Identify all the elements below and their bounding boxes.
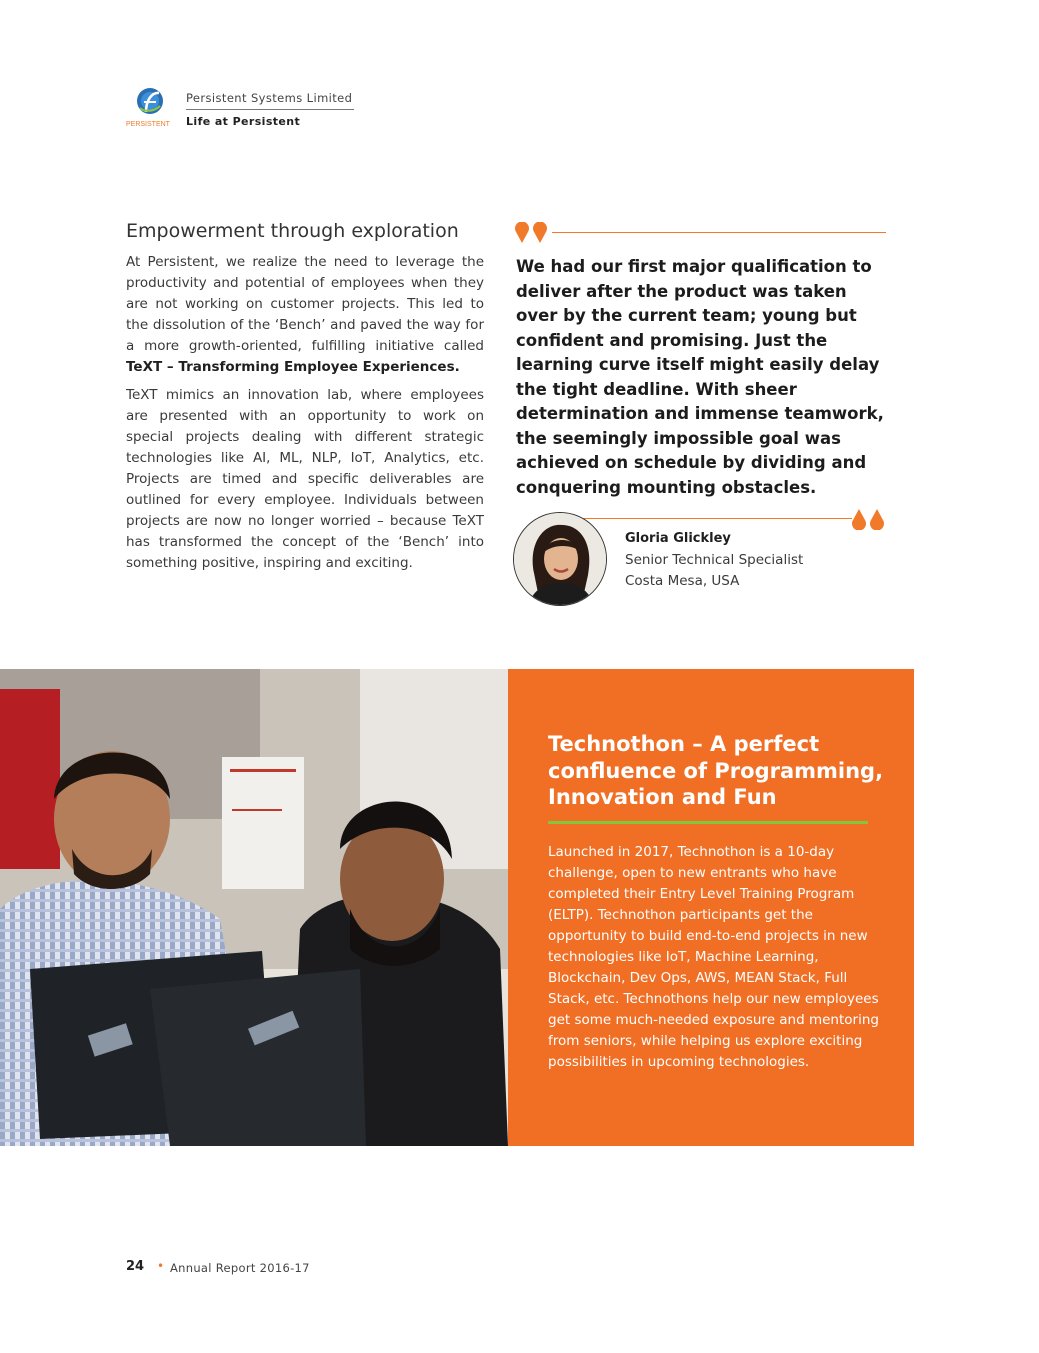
quote-close-icon — [851, 508, 891, 530]
company-name: Persistent Systems Limited — [186, 91, 353, 105]
author-title: Senior Technical Specialist — [625, 552, 804, 568]
testimonial-quote: We had our first major qualification to deliver after the product was taken over by the current team; young but confident and promising. Just the learning curve itself might easily delay the tight deadline. With sheer determination and immense teamwork, the seemingly impossible goal was achieved on schedule by dividing and conquering mounting obstacles. — [516, 257, 884, 497]
empowerment-heading: Empowerment through exploration — [126, 220, 459, 242]
portrait-icon — [514, 513, 607, 606]
header-divider — [186, 109, 354, 110]
persistent-logo — [126, 86, 176, 131]
author-name: Gloria Glickley — [625, 531, 731, 546]
footer-separator: • — [157, 1259, 165, 1273]
quote-top-divider — [552, 232, 886, 233]
para1-text: At Persistent, we realize the need to leverage the productivity and potential of employees when they are not working on customer projects. This led to the dissolution of the ‘Bench’ and paved the way for a more growth-oriented, fulfilling initiative called — [126, 254, 484, 354]
technothon-divider — [548, 821, 868, 824]
empowerment-paragraph-2: TeXT mimics an innovation lab, where employees are presented with an opportunity to work on special projects dealing with different strategic technologies like AI, ML, NLP, IoT, Analytics, etc. Projects are timed and specific deliverables are outlined for every employee. Individuals between projects are now no longer worried – because TeXT has transformed the concept of the ‘Bench’ into something positive, inspiring and exciting. — [126, 387, 484, 571]
page-number: 24 — [126, 1259, 145, 1274]
quote-open-icon — [514, 222, 554, 244]
report-title: Annual Report 2016-17 — [170, 1261, 310, 1275]
quote-bottom-divider — [566, 518, 852, 519]
section-name: Life at Persistent — [186, 115, 301, 128]
author-avatar — [513, 512, 607, 606]
technothon-body: Launched in 2017, Technothon is a 10-day challenge, open to new entrants who have completed their Entry Level Training Program (ELTP). Technothon participants get the opportunity to build end-to-end projects in new technologies like IoT, Machine Learning, Blockchain, Dev Ops, AWS, MEAN Stack, Full Stack, etc. Technothons help our new employees get some much-needed exposure and mentoring from seniors, while helping us explore exciting possibilities in upcoming technologies. — [548, 844, 879, 1070]
author-location: Costa Mesa, USA — [625, 573, 740, 589]
logo-wordmark: PERSISTENT — [126, 121, 170, 128]
technothon-heading: Technothon – A perfect confluence of Programming, Innovation and Fun — [548, 732, 884, 809]
technothon-photo — [0, 669, 508, 1146]
text-program-name: TeXT – Transforming Employee Experiences. — [126, 359, 460, 375]
logo-mark-icon — [126, 86, 176, 131]
empowerment-paragraph-1 — [126, 252, 484, 378]
